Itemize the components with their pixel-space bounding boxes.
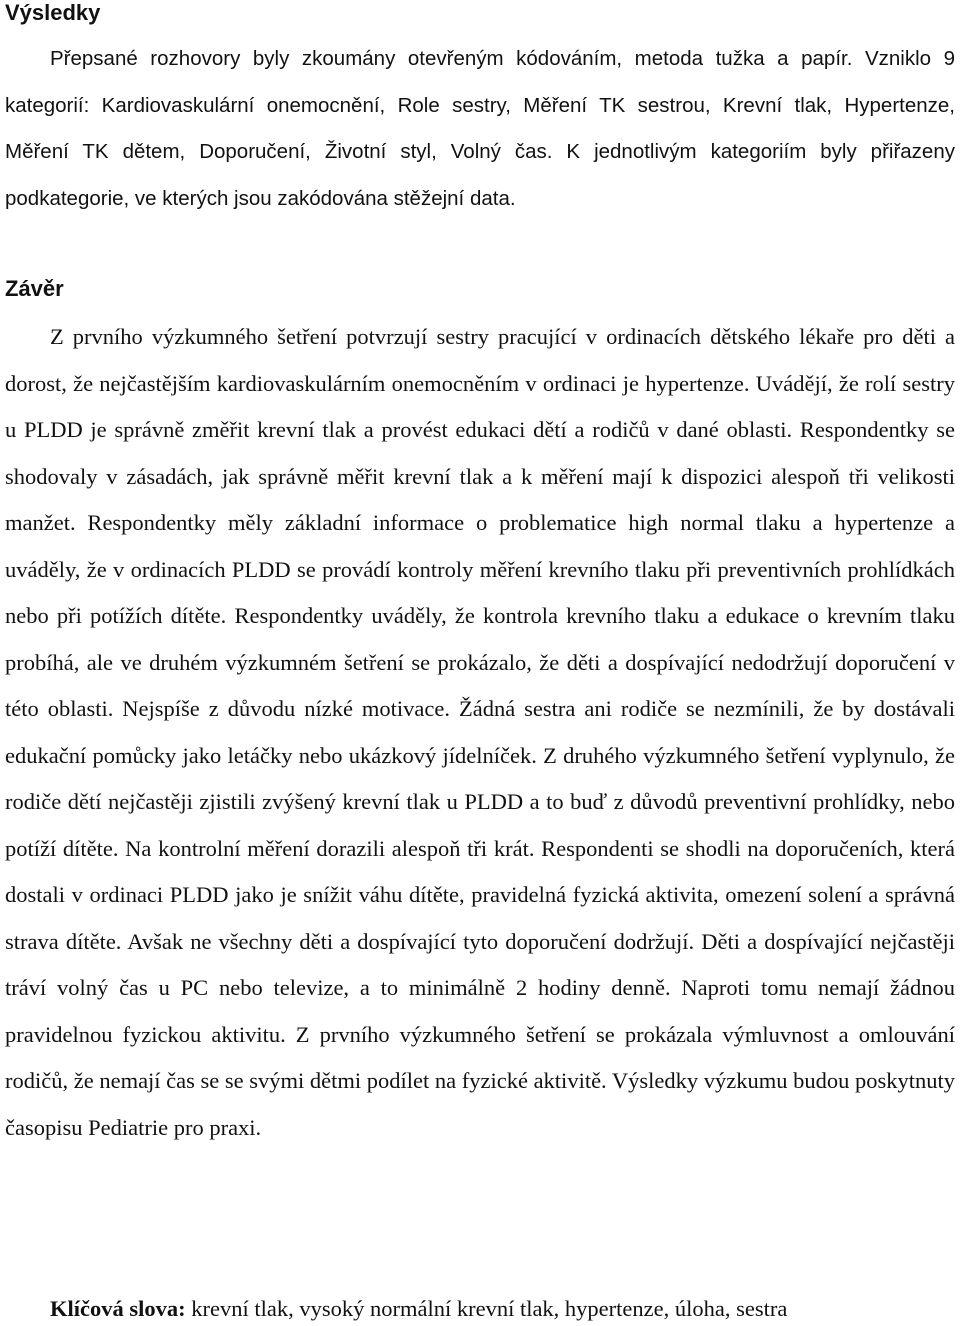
conclusion-heading: Závěr: [5, 276, 64, 301]
results-paragraph: Přepsané rozhovory byly zkoumány otevřeným kódováním, metoda tužka a papír. Vzniklo 9 kategorií: Kardiovaskulární onemocnění, Role sestry, Měření TK sestrou, Krevní tlak, Hypertenze, Měření TK dětem, Doporučení, Životní styl, Volný čas. K jednotlivým kategoriím byly přiřazeny podkategorie, ve kterých jsou zakódována stěžejní data.: [5, 47, 955, 210]
keywords-label: Klíčová slova:: [50, 1296, 186, 1321]
conclusion-paragraph: Z prvního výzkumného šetření potvrzují sestry pracující v ordinacích dětského lékaře pro děti a dorost, že nejčastějším kardiovaskulárním onemocněním v ordinaci je hypertenze. Uvádějí, že rolí sestry u PLDD je správně změřit krevní tlak a provést edukaci dětí a rodičů v dané oblasti. Respondentky se shodovaly v zásadách, jak správně měřit krevní tlak a k měření mají k dispozici alespoň tři velikosti manžet. Respondentky měly základní informace o problematice high normal tlaku a hypertenze a uváděly, že v ordinacích PLDD se provádí kontroly měření krevního tlaku při preventivních prohlídkách nebo při potížích dítěte. Respondentky uváděly, že kontrola krevního tlaku a edukace o krevním tlaku probíhá, ale ve druhém výzkumném šetření se prokázalo, že děti a dospívající nedodržují doporučení v této oblasti. Nejspíše z důvodu nízké motivace. Žádná sestra ani rodiče se nezmínili, že by dostávali edukační pomůcky jako letáčky nebo ukázkový jídelníček. Z druhého výzkumného šetření vyplynulo, že rodiče dětí nejčastěji zjistili zvýšený krevní tlak u PLDD a to buď z důvodů preventivní prohlídky, nebo potíží dítěte. Na kontrolní měření dorazili alespoň tři krát. Respondenti se shodli na doporučeních, která dostali v ordinaci PLDD jako je snížit váhu dítěte, pravidelná fyzická aktivita, omezení solení a správná strava dítěte. Avšak ne všechny děti a dospívající tyto doporučení dodržují. Děti a dospívající nejčastěji tráví volný čas u PC nebo televize, a to minimálně 2 hodiny denně. Naproti tomu nemají žádnou pravidelnou fyzickou aktivitu. Z prvního výzkumného šetření se prokázala výmluvnost a omlouvání rodičů, že nemají čas se se svými dětmi podílet na fyzické aktivitě. Výsledky výzkumu budou poskytnuty časopisu Pediatrie pro praxi.: [5, 324, 956, 1140]
keywords-line: [50, 1294, 787, 1324]
results-heading: Výsledky: [5, 0, 101, 25]
keywords-text: krevní tlak, vysoký normální krevní tlak, hypertenze, úloha, sestra: [185, 1296, 788, 1321]
